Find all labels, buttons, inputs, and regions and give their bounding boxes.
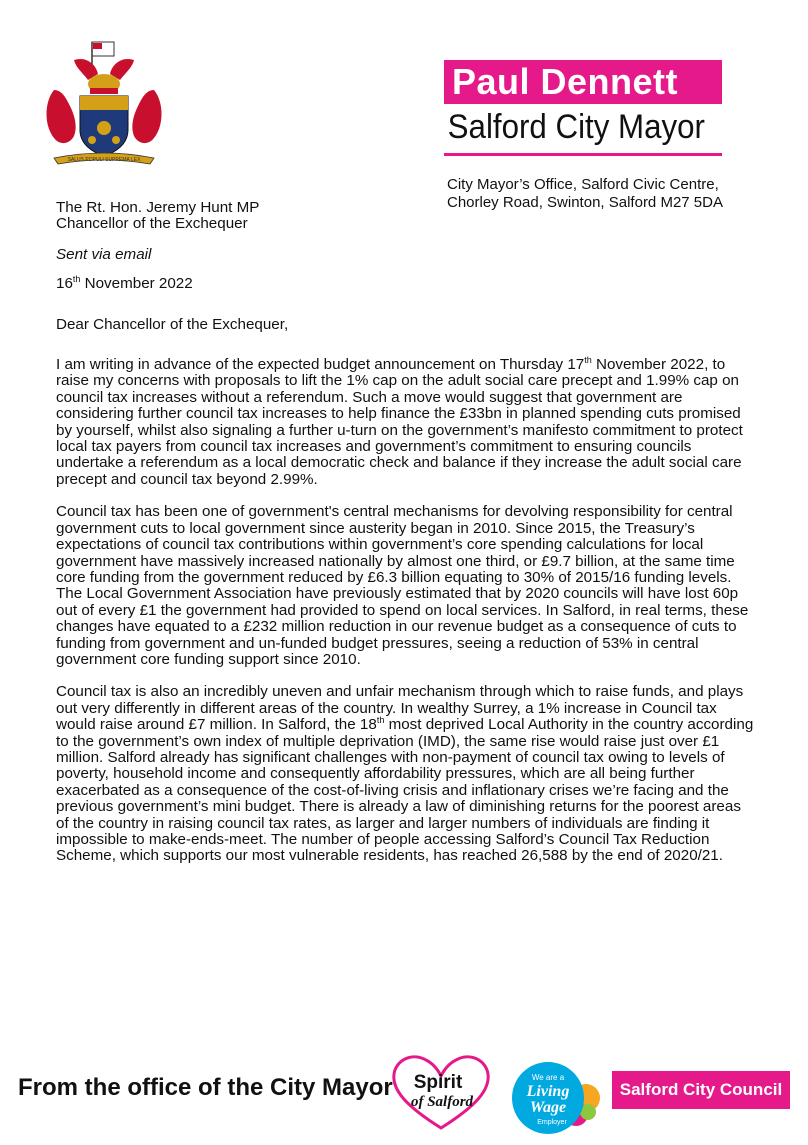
- living-wage-line2: Living: [526, 1083, 570, 1100]
- paragraph-3: [56, 684, 756, 864]
- spirit-line2: of Salford: [410, 1094, 474, 1110]
- coat-of-arms-icon: [40, 40, 168, 170]
- mayor-divider: [444, 153, 722, 156]
- salutation: Dear Chancellor of the Exchequer,: [56, 315, 289, 333]
- date-day: 16: [56, 275, 73, 293]
- date-rest: November 2022: [80, 275, 193, 293]
- paragraph-1-part-a: I am writing in advance of the expected budget announcement on Thursday 17: [56, 356, 585, 374]
- paragraph-1-part-b: November 2022, to raise my concerns with proposals to lift the 1% cap on the adult social care precept and 1.99% cap on council tax increases without a referendum. Such a move would suggest that government are considering further council tax increases to help finance the £33bn in planned spending cuts promised by yourself, whilst also signaling a further u-turn on the government’s manifesto commitment to protect local tax payers from council tax increases and government’s commitment to ensuring councils undertake a referendum as a local democratic check and balance if they increase the adult social care precept and council tax beyond 2.99%.: [56, 356, 743, 488]
- date-suffix: th: [72, 274, 81, 285]
- crest-motto: SALUS POPULI SUPREMA LEX: [67, 157, 141, 163]
- letter-date: [56, 276, 756, 292]
- spirit-of-salford-logo: [386, 1054, 496, 1134]
- letter-body: [56, 200, 756, 881]
- paragraph-3-sup: th: [376, 715, 385, 726]
- office-address-line1: City Mayor’s Office, Salford Civic Centre,: [447, 176, 719, 193]
- mayor-name: Paul Dennett: [444, 60, 722, 104]
- living-wage-line1: We are a: [531, 1073, 565, 1082]
- spirit-line1: Spirit: [413, 1072, 463, 1093]
- living-wage-logo: [508, 1058, 604, 1140]
- paragraph-1: [56, 354, 756, 488]
- living-wage-line4: Employer: [537, 1119, 567, 1126]
- recipient-block: [56, 200, 756, 233]
- recipient-name: The Rt. Hon. Jeremy Hunt MP: [56, 199, 260, 216]
- living-wage-line3: Wage: [529, 1099, 567, 1116]
- footer-office-text: From the office of the City Mayor: [18, 1074, 393, 1101]
- paragraph-3-part-a: Council tax is also an incredibly uneven and unfair mechanism through which to raise funds, and plays out very differently in different areas of the country. In wealthy Surrey, a 1% increase in Council tax would raise around £7 million. In Salford, the 18: [56, 683, 744, 734]
- footer: [0, 1050, 808, 1140]
- office-address-line2: Chorley Road, Swinton, Salford M27 5DA: [447, 194, 723, 211]
- mayor-branding: [444, 60, 722, 156]
- mayor-title: Salford City Mayor: [447, 108, 705, 146]
- paragraph-1-sup: th: [584, 354, 592, 365]
- recipient-title: Chancellor of the Exchequer: [56, 215, 248, 233]
- paragraph-2: Council tax has been one of government's central mechanisms for devolving responsibility for central government cuts to local government since austerity began in 2010. Since 2015, the Treasury’s expectations of council tax contributions within government’s core spending calculations for local government have massively increased nationally by almost one third, or £9.7 billion, at the same time core funding from the government reduced by £6.3 billion equating to 30% of 2015/16 funding levels. The Local Government Association have previously estimated that by 2020 councils will have lost 60p out of every £1 the government had provided to spend on local services. In Salford, in real terms, these changes have equated to a £232 million reduction in our revenue budget as a consequence of cuts to funding from government and un-funded budget pressures, seeing a reduction of 53% in central government core funding support since 2010.: [56, 503, 749, 668]
- salford-city-council-badge: Salford City Council: [612, 1071, 790, 1109]
- sent-note: Sent via email: [56, 245, 152, 263]
- paragraph-3-part-b: most deprived Local Authority in the country according to the government’s own index of multiple deprivation (IMD), the same rise would raise just over £1 million. Salford already has significant challenges with non-payment of council tax owing to levels of poverty, household income and consequently affordability pressures, which are all being further exacerbated as a consequence of the cost-of-living crisis and inflationary crises we’re facing and the previous government’s mini budget. There is already a law of diminishing returns for the poorest areas of the country in raising council tax rates, as larger and larger numbers of individuals are finding it impossible to make-ends-meet. The number of people accessing Salford’s Council Tax Reduction Scheme, which supports our most vulnerable residents, has reached 26,588 by the end of 2020/21.: [56, 716, 754, 865]
